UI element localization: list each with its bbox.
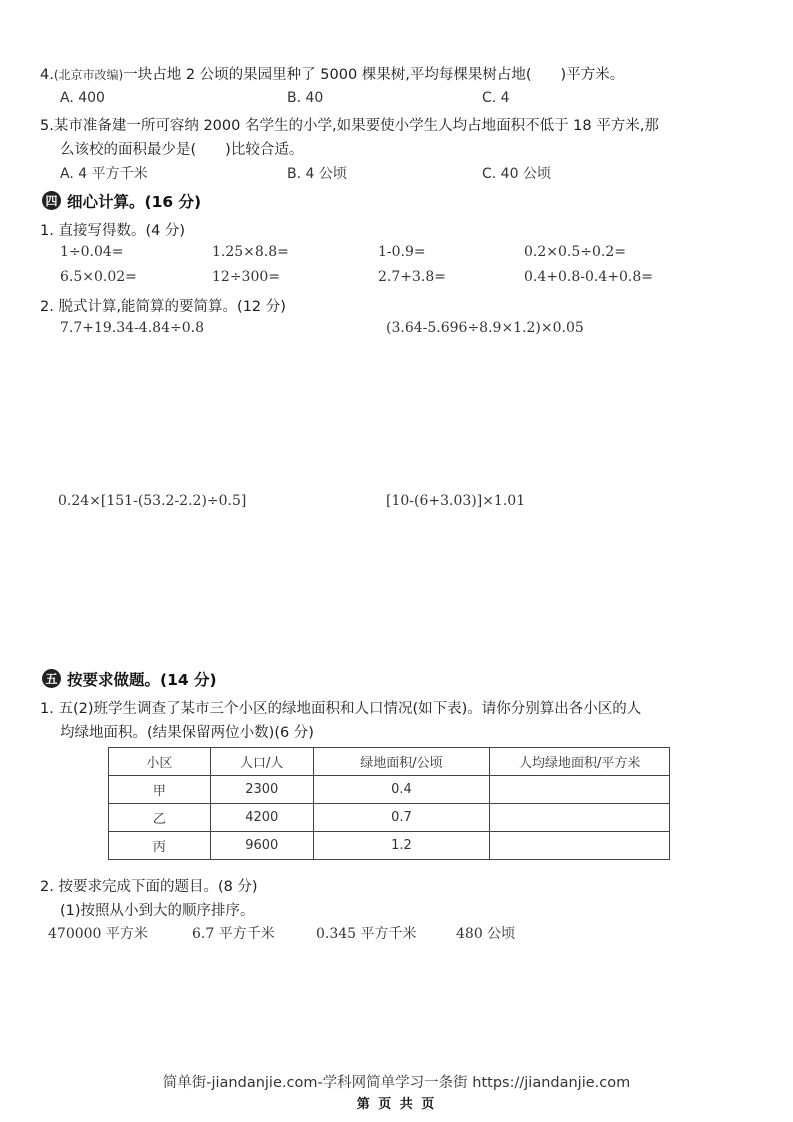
table-cell: 丙 <box>109 832 211 860</box>
table-cell: 4200 <box>210 804 313 832</box>
table-cell: 1.2 <box>313 832 490 860</box>
table-cell: 2300 <box>210 776 313 804</box>
table-cell: 0.7 <box>313 804 490 832</box>
table-cell: 甲 <box>109 776 211 804</box>
table-row <box>109 832 670 860</box>
question-text: 某市准备建一所可容纳 2000 名学生的小学,如果要使小学生人均占地面积不低于 18 平方米,那 <box>53 118 659 134</box>
s5-part1-line1: 1. 五(2)班学生调查了某市三个小区的绿地面积和人口情况(如下表)。请你分别算出各小区的人 <box>40 701 642 717</box>
step-calc-expression-1: 7.7+19.34-4.84÷0.8 <box>60 320 204 336</box>
area-item: 6.7 平方千米 <box>192 926 275 942</box>
section-5-title: 按要求做题。(14 分) <box>67 671 217 689</box>
table-header: 绿地面积/公顷 <box>313 748 490 776</box>
section-5-badge: 五 <box>42 669 61 688</box>
table-header-row <box>109 748 670 776</box>
s4-part2-heading: 2. 脱式计算,能简算的要简算。(12 分) <box>40 299 286 315</box>
question-number: 5. <box>40 118 54 134</box>
q5-option-a: A. 4 平方千米 <box>60 166 148 182</box>
question-number: 4. <box>40 67 54 83</box>
q5-option-b: B. 4 公顷 <box>287 166 347 182</box>
oral-calc-item: 2.7+3.8= <box>378 269 446 285</box>
oral-calc-item: 1.25×8.8= <box>212 244 289 260</box>
oral-calc-item: 1-0.9= <box>378 244 426 260</box>
q4-option-c: C. 4 <box>482 90 510 106</box>
s4-part1-heading: 1. 直接写得数。(4 分) <box>40 223 186 239</box>
oral-calc-item: 0.2×0.5÷0.2= <box>524 244 626 260</box>
oral-calc-item: 12÷300= <box>212 269 280 285</box>
step-calc-expression-4: [10-(6+3.03)]×1.01 <box>386 493 526 509</box>
question-4 <box>40 63 624 84</box>
table-header: 人均绿地面积/平方米 <box>490 748 670 776</box>
table-cell: 0.4 <box>313 776 490 804</box>
area-item: 470000 平方米 <box>48 926 148 942</box>
question-5-line1 <box>40 114 659 135</box>
area-item: 480 公顷 <box>456 926 516 942</box>
q4-option-a: A. 400 <box>60 90 105 106</box>
section-4-title: 细心计算。(16 分) <box>67 193 202 211</box>
answer-cell[interactable] <box>490 832 670 860</box>
section-4-badge: 四 <box>42 191 61 210</box>
step-calc-expression-2: (3.64-5.696÷8.9×1.2)×0.05 <box>386 320 584 336</box>
footer-watermark: 简单街-jiandanjie.com-学科网简单学习一条街 https://jiandanjie.com <box>162 1075 631 1091</box>
oral-calc-item: 6.5×0.02= <box>60 269 137 285</box>
question-source: (北京市改编) <box>53 68 124 82</box>
s5-part2-heading: 2. 按要求完成下面的题目。(8 分) <box>40 879 258 895</box>
area-item: 0.345 平方千米 <box>316 926 417 942</box>
table-cell: 乙 <box>109 804 211 832</box>
s5-part1-line2: 均绿地面积。(结果保留两位小数)(6 分) <box>60 725 314 741</box>
question-text: 一块占地 2 公顷的果园里种了 5000 棵果树,平均每棵果树占地( )平方米。 <box>123 67 625 83</box>
page-number: 第 页 共 页 <box>356 1097 437 1112</box>
s5-part2-sub1: (1)按照从小到大的顺序排序。 <box>60 903 255 919</box>
answer-cell[interactable] <box>490 776 670 804</box>
question-5-line2: 么该校的面积最少是( )比较合适。 <box>60 142 304 158</box>
green-area-table <box>108 747 670 860</box>
q4-option-b: B. 40 <box>287 90 324 106</box>
step-calc-expression-3: 0.24×[151-(53.2-2.2)÷0.5] <box>58 493 247 509</box>
q5-option-c: C. 40 公顷 <box>482 166 551 182</box>
table-row <box>109 804 670 832</box>
answer-cell[interactable] <box>490 804 670 832</box>
oral-calc-item: 1÷0.04= <box>60 244 124 260</box>
oral-calc-item: 0.4+0.8-0.4+0.8= <box>524 269 653 285</box>
table-cell: 9600 <box>210 832 313 860</box>
table-header: 小区 <box>109 748 211 776</box>
table-row <box>109 776 670 804</box>
table-header: 人口/人 <box>210 748 313 776</box>
